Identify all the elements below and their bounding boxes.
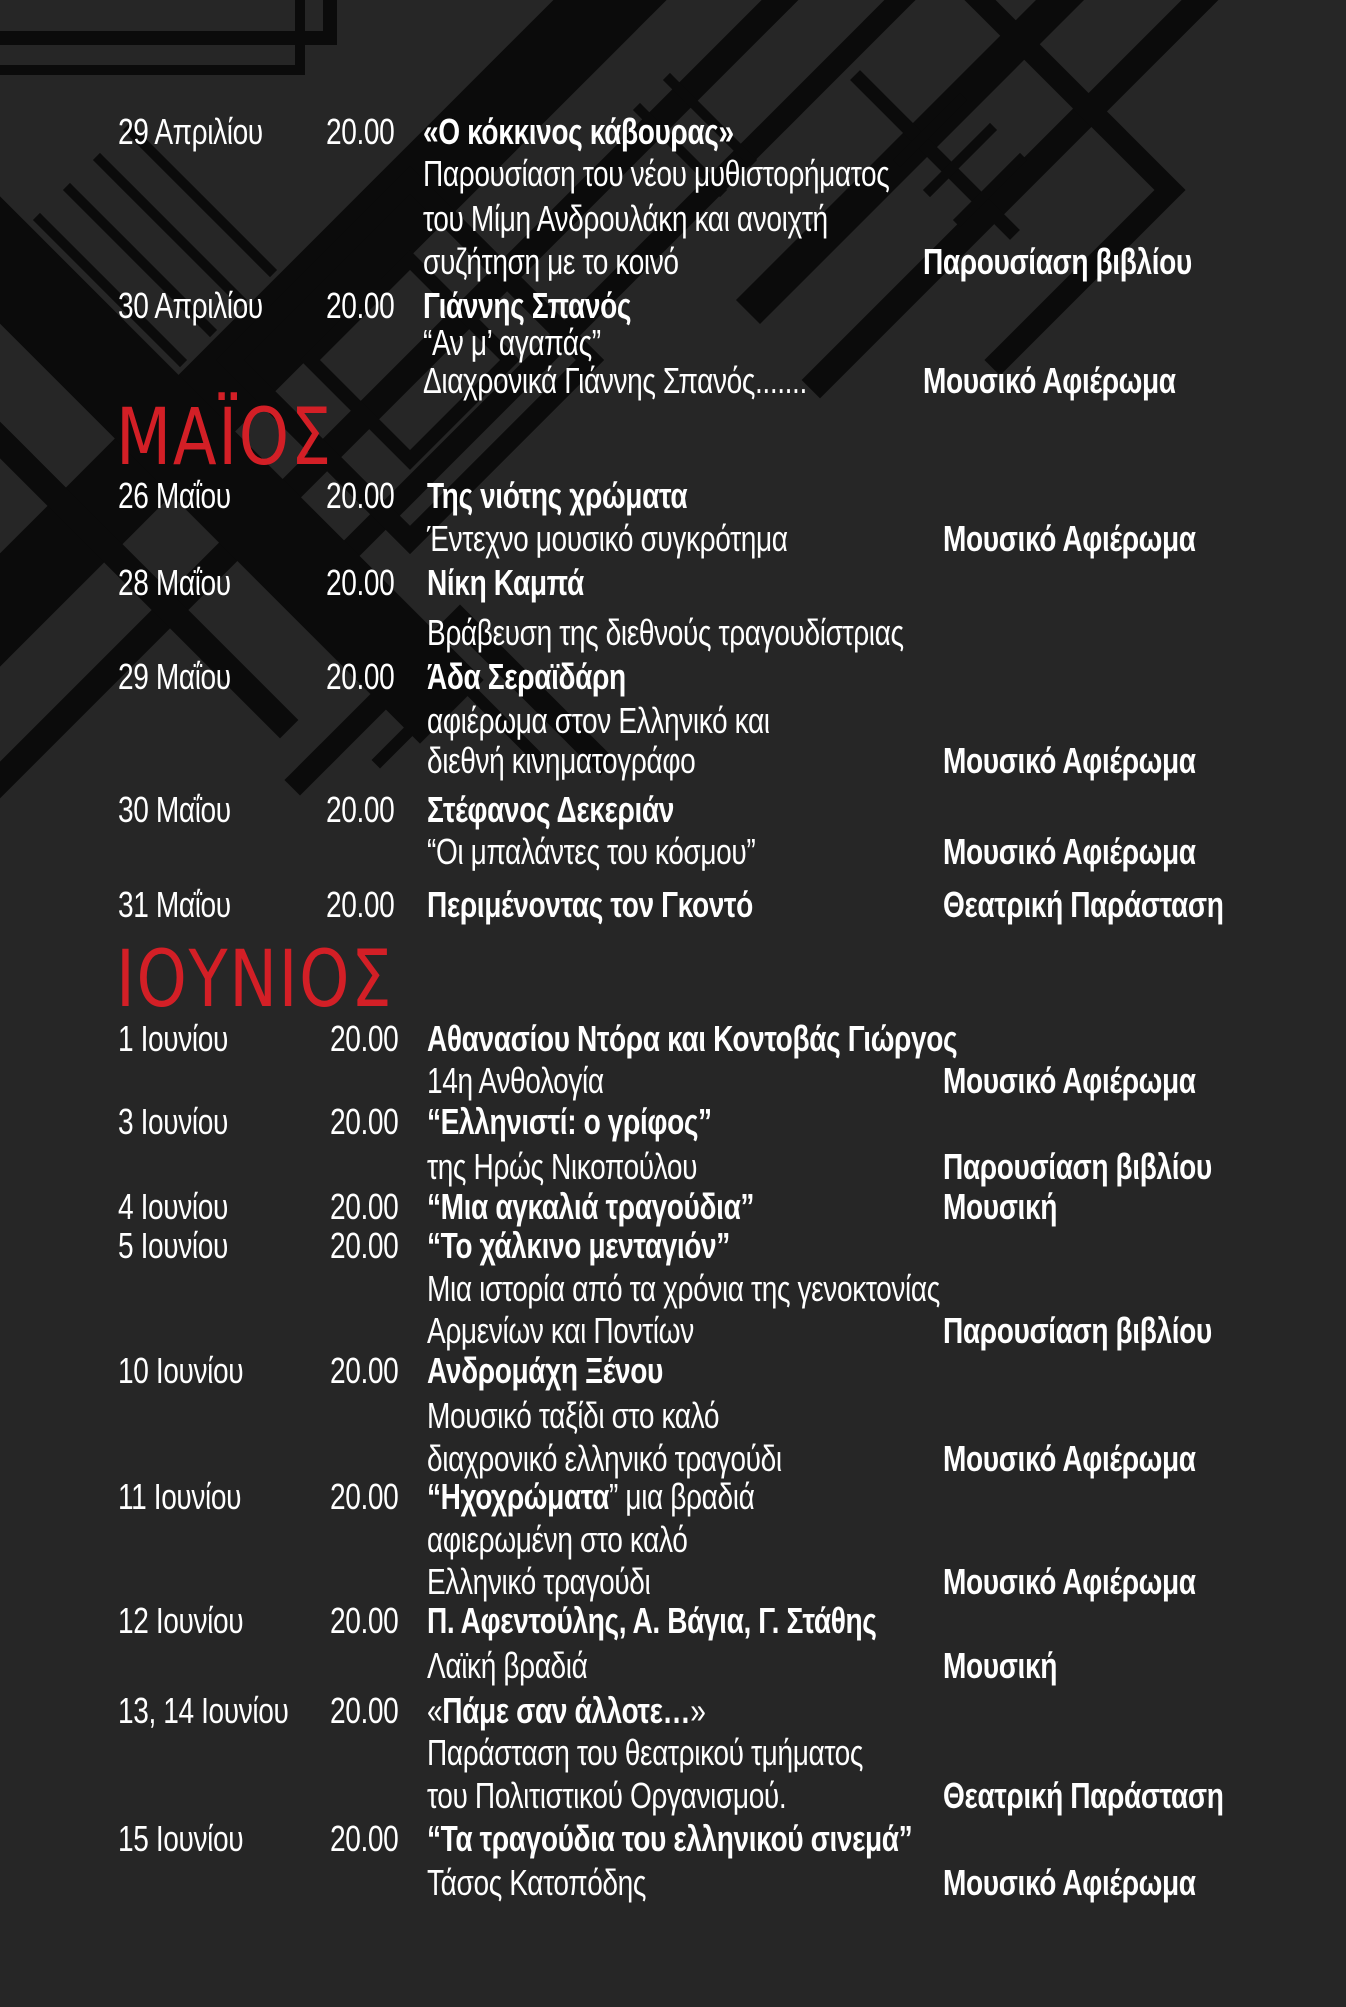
- event-line: Παρουσίαση του νέου μυθιστορήματος: [423, 153, 890, 194]
- event-date: 12 Ιουνίου: [118, 1600, 244, 1641]
- event-title: “Τα τραγούδια του ελληνικού σινεμά”: [427, 1818, 913, 1859]
- event-date: 3 Ιουνίου: [118, 1101, 228, 1142]
- event-date: 30 Απριλίου: [118, 285, 263, 326]
- event-category: Μουσικό Αφιέρωμα: [943, 1862, 1196, 1903]
- event-title: Πάμε σαν άλλοτε…: [442, 1690, 691, 1731]
- event-title-line: [427, 1690, 705, 1732]
- event-line: αφιερωμένη στο καλό: [427, 1519, 688, 1560]
- event-time: 20.00: [330, 1018, 399, 1059]
- event-time: 20.00: [326, 656, 395, 697]
- event-date: 15 Ιουνίου: [118, 1818, 244, 1859]
- event-category: Μουσικό Αφιέρωμα: [943, 740, 1196, 781]
- event-category: Θεατρική Παράσταση: [943, 884, 1224, 925]
- event-date: 28 Μαΐου: [118, 562, 231, 603]
- event-line: Τάσος Κατοπόδης: [427, 1862, 647, 1903]
- event-date: 29 Απριλίου: [118, 111, 263, 152]
- event-date: 4 Ιουνίου: [118, 1186, 228, 1227]
- month-heading-may: ΜΑΪΟΣ: [116, 393, 333, 483]
- event-title-suffix: »: [690, 1690, 706, 1731]
- event-time: 20.00: [330, 1350, 399, 1391]
- event-line: Παράσταση του θεατρικού τμήματος: [427, 1732, 864, 1773]
- event-date: 1 Ιουνίου: [118, 1018, 228, 1059]
- event-time: 20.00: [326, 789, 395, 830]
- event-line: του Μίμη Ανδρουλάκη και ανοιχτή: [423, 198, 828, 239]
- event-title: Στέφανος Δεκεριάν: [427, 789, 674, 830]
- event-time: 20.00: [330, 1101, 399, 1142]
- event-time: 20.00: [326, 884, 395, 925]
- event-line: Μουσικό ταξίδι στο καλό: [427, 1395, 720, 1436]
- event-title: Περιμένοντας τον Γκοντό: [427, 884, 753, 925]
- event-title: Γιάννης Σπανός: [423, 285, 632, 326]
- event-time: 20.00: [330, 1818, 399, 1859]
- event-date: 26 Μαΐου: [118, 475, 231, 516]
- event-title-prefix: «: [427, 1690, 443, 1731]
- event-time: 20.00: [326, 285, 395, 326]
- event-time: 20.00: [330, 1186, 399, 1227]
- event-title: Της νιότης χρώματα: [427, 475, 688, 516]
- event-time: 20.00: [330, 1476, 399, 1517]
- event-category: Παρουσίαση βιβλίου: [923, 241, 1192, 282]
- event-line: Διαχρονικά Γιάννης Σπανός.......: [423, 360, 807, 401]
- event-line: συζήτηση με το κοινό: [423, 241, 679, 282]
- event-date: 10 Ιουνίου: [118, 1350, 244, 1391]
- event-line: Αρμενίων και Ποντίων: [427, 1310, 694, 1351]
- event-title: “Ελληνιστί: ο γρίφος”: [427, 1101, 712, 1142]
- event-line: αφιέρωμα στον Ελληνικό και: [427, 700, 770, 741]
- event-title: “Μια αγκαλιά τραγούδια”: [427, 1186, 755, 1227]
- event-line: Λαϊκή βραδιά: [427, 1645, 588, 1686]
- event-line: 14η Ανθολογία: [427, 1060, 604, 1101]
- event-time: 20.00: [330, 1600, 399, 1641]
- event-date: 30 Μαΐου: [118, 789, 231, 830]
- event-line: του Πολιτιστικού Οργανισμού.: [427, 1775, 787, 1816]
- event-category: Θεατρική Παράσταση: [943, 1775, 1224, 1816]
- event-time: 20.00: [330, 1690, 399, 1731]
- event-category: Μουσικό Αφιέρωμα: [943, 1060, 1196, 1101]
- event-category: Μουσικό Αφιέρωμα: [923, 360, 1176, 401]
- event-date: 31 Μαΐου: [118, 884, 231, 925]
- event-category: Παρουσίαση βιβλίου: [943, 1146, 1212, 1187]
- event-category: Μουσική: [943, 1645, 1057, 1686]
- event-line: διεθνή κινηματογράφο: [427, 740, 696, 781]
- event-category: Μουσική: [943, 1186, 1057, 1227]
- event-time: 20.00: [326, 111, 395, 152]
- event-line: Μια ιστορία από τα χρόνια της γενοκτονίας: [427, 1268, 940, 1309]
- event-title-suffix: ” μια βραδιά: [609, 1476, 755, 1517]
- event-category: Μουσικό Αφιέρωμα: [943, 518, 1196, 559]
- event-line: “Αν μ’ αγαπάς”: [423, 322, 601, 363]
- event-title: «Ο κόκκινος κάβουρας»: [423, 111, 734, 152]
- event-date: 5 Ιουνίου: [118, 1225, 228, 1266]
- event-time: 20.00: [330, 1225, 399, 1266]
- event-line: Έντεχνο μουσικό συγκρότημα: [427, 518, 788, 559]
- event-title-prefix: “: [427, 1476, 441, 1517]
- event-title: Ανδρομάχη Ξένου: [427, 1350, 663, 1391]
- event-line: διαχρονικό ελληνικό τραγούδι: [427, 1438, 782, 1479]
- event-title: “Το χάλκινο μενταγιόν”: [427, 1225, 730, 1266]
- event-title: Π. Αφεντούλης, Α. Βάγια, Γ. Στάθης: [427, 1600, 877, 1641]
- event-date: 29 Μαΐου: [118, 656, 231, 697]
- event-time: 20.00: [326, 475, 395, 516]
- event-title-line: [427, 1476, 754, 1518]
- event-category: Μουσικό Αφιέρωμα: [943, 1438, 1196, 1479]
- event-category: Μουσικό Αφιέρωμα: [943, 831, 1196, 872]
- event-line: Ελληνικό τραγούδι: [427, 1561, 651, 1602]
- event-line: “Οι μπαλάντες του κόσμου”: [427, 831, 756, 872]
- event-line: της Ηρώς Νικοπούλου: [427, 1146, 698, 1187]
- event-category: Μουσικό Αφιέρωμα: [943, 1561, 1196, 1602]
- event-category: Παρουσίαση βιβλίου: [943, 1310, 1212, 1351]
- event-title: Νίκη Καμπά: [427, 562, 584, 603]
- event-line: Βράβευση της διεθνούς τραγουδίστριας: [427, 612, 904, 653]
- event-time: 20.00: [326, 562, 395, 603]
- event-date: 11 Ιουνίου: [118, 1476, 242, 1517]
- event-title: Ηχοχρώματα: [440, 1476, 610, 1517]
- event-title: Αθανασίου Ντόρα και Κοντοβάς Γιώργος: [427, 1018, 958, 1059]
- event-date: 13, 14 Ιουνίου: [118, 1690, 289, 1731]
- month-heading-june: ΙΟΥΝΙΟΣ: [116, 935, 394, 1025]
- event-title: Άδα Σεραϊδάρη: [427, 656, 626, 697]
